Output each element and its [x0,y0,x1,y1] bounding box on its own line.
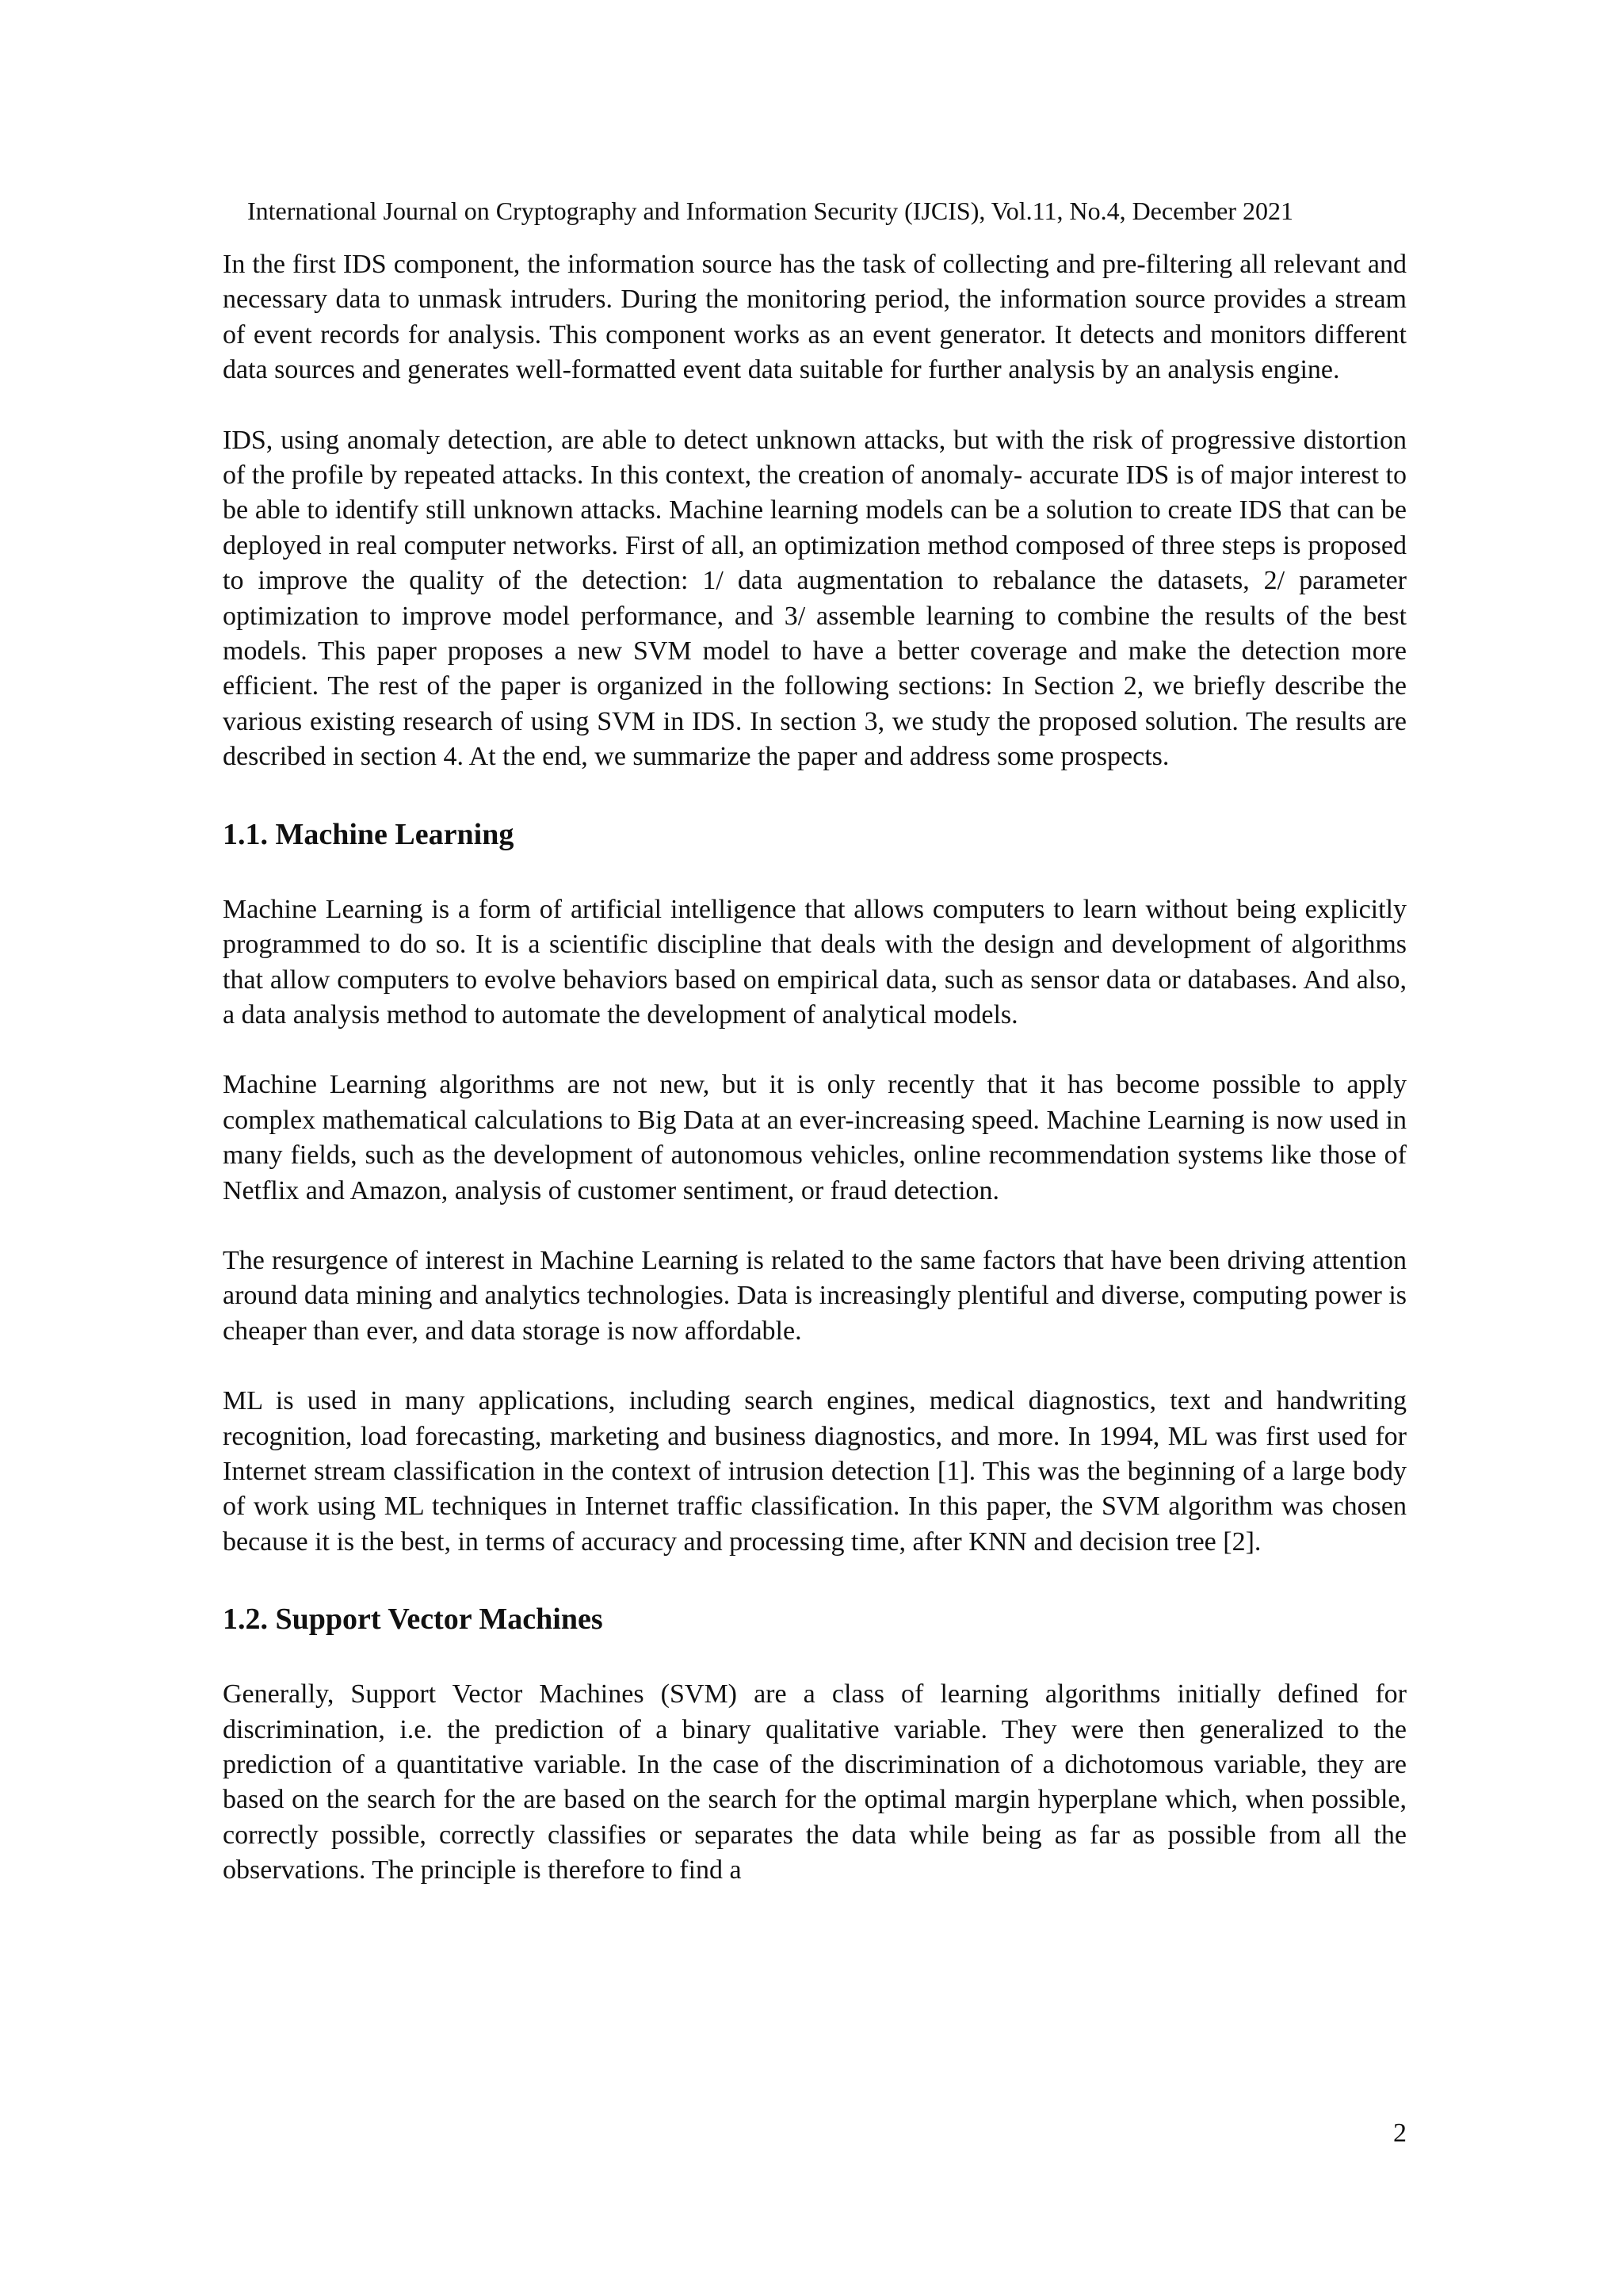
ml-paragraph-3: The resurgence of interest in Machine Learning is related to the same factors that have been driving attention around data mining and analytics technologies. Data is increasingly plentiful and diverse, computing power is cheaper than ever, and data storage is now affordable. [223,1245,1407,1346]
page-body [223,247,1407,1889]
section-heading-machine-learning: 1.1. Machine Learning [223,817,514,851]
section-heading-support-vector-machines: 1.2. Support Vector Machines [223,1603,603,1637]
ml-paragraph-2: Machine Learning algorithms are not new, but it is only recently that it has become possible to apply complex mathematical calculations to Big Data at an ever-increasing speed. Machine Learning is now used in many fields, such as the development of autonomous vehicles, online recommendation systems like those of Netflix and Amazon, analysis of customer sentiment, or fraud detection. [223,1070,1407,1205]
svm-paragraph-1: Generally, Support Vector Machines (SVM) are a class of learning algorithms initially defined for discrimination, i.e. the prediction of a binary qualitative variable. They were then generalized to the prediction of a quantitative variable. In the case of the discrimination of a dichotomous variable, they are based on the search for the are based on the search for the optimal margin hyperplane which, when possible, correctly possible, correctly classifies or separates the data while being as far as possible from all the observations. The principle is therefore to find a [223,1679,1407,1885]
intro-paragraph-1: In the first IDS component, the information source has the task of collecting and pre-filtering all relevant and necessary data to unmask intruders. During the monitoring period, the information source provides a stream of event records for analysis. This component works as an event generator. It detects and monitors different data sources and generates well-formatted event data suitable for further analysis by an analysis engine. [223,250,1407,385]
ml-paragraph-4: ML is used in many applications, including search engines, medical diagnostics, text and handwriting recognition, load forecasting, marketing and business diagnostics, and more. In 1994, ML was first used for Internet stream classification in the context of intrusion detection [1]. This was the beginning of a large body of work using ML techniques in Internet traffic classification. In this paper, the SVM algorithm was chosen because it is the best, in terms of accuracy and processing time, after KNN and decision tree [2]. [223,1386,1407,1557]
ml-paragraph-1: Machine Learning is a form of artificial intelligence that allows computers to learn without being explicitly programmed to do so. It is a scientific discipline that deals with the design and development of algorithms that allow computers to evolve behaviors based on empirical data, such as sensor data or databases. And also, a data analysis method to automate the development of analytical models. [223,894,1407,1030]
page-number: 2 [1393,2118,1407,2148]
intro-paragraph-2: IDS, using anomaly detection, are able to detect unknown attacks, but with the risk of progressive distortion of the profile by repeated attacks. In this context, the creation of anomaly- accurate IDS is of major interest to be able to identify still unknown attacks. Machine learning models can be a solution to create IDS that can be deployed in real computer networks. First of all, an optimization method composed of three steps is proposed to improve the quality of the detection: 1/ data augmentation to rebalance the datasets, 2/ parameter optimization to improve model performance, and 3/ assemble learning to combine the results of the best models. This paper proposes a new SVM model to have a better coverage and make the detection more efficient. The rest of the paper is organized in the following sections: In Section 2, we briefly describe the various existing research of using SVM in IDS. In section 3, we study the proposed solution. The results are described in section 4. At the end, we summarize the paper and address some prospects. [223,425,1407,772]
running-header: International Journal on Cryptography and Information Security (IJCIS), Vol.11, No.4, December 2021 [247,197,1294,225]
